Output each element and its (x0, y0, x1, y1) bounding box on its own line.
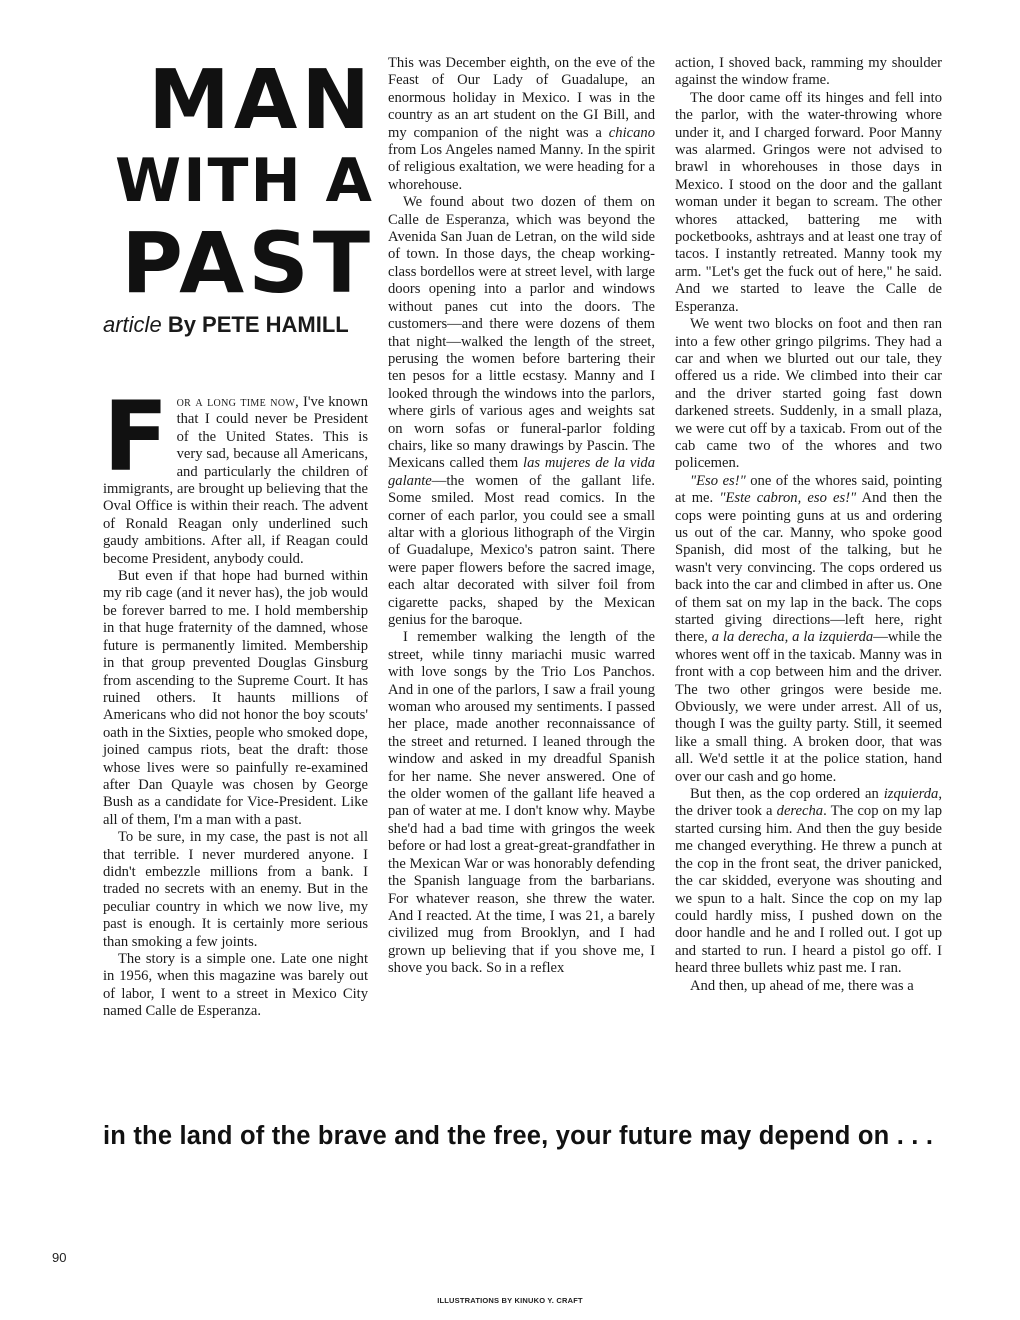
italic-quote: "Este cabron, eso es!" (719, 490, 857, 507)
page-number: 90 (52, 1250, 67, 1265)
column-1 (103, 381, 368, 1021)
lead-text: I've known that I could never be President of the United States. This is very sad, because all Americans, and particularly the children of immigrants, are brought up believing that the Oval Office is within their reach. The advent of Ronald Reagan only underlined such gaudy ambitions. After all, if Reagan could become President, anybody could. (103, 394, 368, 567)
text-run: This was December eighth, on the eve of the Feast of Our Lady of Guadalupe, an enormous holiday in Mexico. I was in the country as an art student on the GI Bill, and my companion of the night was a (388, 55, 655, 141)
paragraph (388, 194, 655, 629)
paragraph: action, I shoved back, ramming my shoulder against the window frame. (675, 55, 942, 89)
text-run: We found about two dozen of them on Calle de Esperanza, which was beyond the Avenida San Juan de Letran, on the wild side of town. In those days, the cheap working-class bordellos were at street level, with large doors opening into a parlor and windows without panes cut into the doors. The customers—and there were dozens of them that night—walked the length of the street, perusing the women before bartering their ten pesos for a little ecstasy. Manny and I looked through the windows into the parlors, where girls of various ages and weights sat on worn sofas or funeral-parlor folding chairs, like so many drawings by Pascin. The Mexicans called them (388, 194, 655, 472)
title-line-1: MAN (148, 53, 374, 148)
italic-term: derecha (776, 803, 824, 820)
paragraph: But even if that hope had burned within my rib cage (and it never has), the job would be forever barred to me. I hold membership in that huge fraternity of the damned, whose future is permanently limited. Membership in that group prevented Douglas Ginsburg from ascending to the Supreme Court. It has ruined others. It haunts millions of Americans who did not honor the boy scouts' oath in the Sixties, people who smoked dope, joined campus riots, beat the draft: those whose lives were so painfully re-examined after Dan Quayle was chosen by George Bush as a candidate for Vice-President. Like all of them, I'm a man with a past. (103, 568, 368, 828)
text-run: one of the whores said, pointing at me. (675, 472, 943, 507)
lead-in: or a long time now, (176, 394, 300, 410)
byline-kind: article (103, 312, 162, 337)
text-run: . The cop on my lap started cursing him. And then the guy beside me changed everything. He threw a punch at the cop in the front seat, the driver panicked, the car skidded, everyone was shouting and we spun to a halt. Since the cop on my lap could hardly miss, I pushed down on the door handle and he and I rolled out. I got up and started to run. I heard a pistol go off. I heard three bullets whiz past me. I ran. (675, 803, 942, 977)
paragraph (103, 381, 368, 568)
italic-quote: "Eso es!" (690, 472, 746, 489)
italic-term: izquierda (883, 786, 939, 803)
column-2 (388, 55, 655, 978)
text-run: from Los Angeles named Manny. In the spirit of religious exaltation, we were heading for a whorehouse. (388, 142, 655, 193)
paragraph (675, 786, 942, 977)
italic-term: chicano (608, 124, 655, 141)
italic-term: a la derecha, a la izquierda (711, 629, 874, 646)
article-title (98, 53, 374, 312)
paragraph: The door came off its hinges and fell into the parlor, with the water-throwing whore under it, and I charged forward. Poor Manny was alarmed. Gringos were not advised to brawl in whorehouses in those days in Mexico. I stood on the door and the gallant woman under it began to scream. The other whores attacked, battering me with pocketbooks, ashtrays and at least one tray of tacos. I instantly retreated. Manny took my arm. "Let's get the fuck out of here," he said. And we started to leave the Calle de Esperanza. (675, 89, 942, 315)
paragraph (675, 473, 942, 786)
drop-cap: F (103, 381, 169, 493)
text-run: —while the whores went off in the taxicab. Manny was in front with a cop between him and the driver. The two other gringos were beside me. Obviously, we were under arrest. All of us, though I was the guilty party. Still, it seemed like a small thing. A broken door, that was all. We'd settle it at the police station, hand over our cash and go home. (675, 629, 942, 785)
text-run: But then, as the cop ordered an (690, 786, 884, 803)
title-line-2: WITH A (115, 146, 374, 216)
illustration-credit: ILLUSTRATIONS BY KINUKO Y. CRAFT (437, 1296, 583, 1305)
tagline: in the land of the brave and the free, your future may depend on . . . (103, 1122, 934, 1150)
byline-author: By PETE HAMILL (167, 312, 349, 337)
byline (103, 312, 373, 338)
paragraph (388, 55, 655, 194)
paragraph: We went two blocks on foot and then ran into a few other gringo pilgrims. They had a car and when we blurted out our tale, they offered us a ride. We climbed into their car and the driver started going fast down darkened streets. Suddenly, in a small plaza, we were cut off by a taxicab. From out of the cab came two of the whores and two policemen. (675, 316, 942, 472)
paragraph: And then, up ahead of me, there was a (690, 977, 914, 994)
italic-term: las mujeres de la vida galante (388, 455, 655, 489)
paragraph: I remember walking the length of the street, while tinny mariachi music warred with love songs by the Trio Los Panchos. And in one of the parlors, I saw a frail young woman who aroused my sentiments. I passed her place, made another reconnaissance of the street and returned. I leaned through the window and asked in my dreadful Spanish for her name. She never answered. One of the older women of the gallant life heaved a pan of water at me. I don't know why. Maybe she'd had a bad time with gringos the week before or had lost a great-great-grandfather in the Mexican War or was honorably defending the Spanish language from the barbarians. For whatever reason, she threw the water. And I reacted. At the time, I was 21, a barely civilized mug from Brooklyn, and I had grown up believing that if you shove me, I shove you back. So in a reflex (388, 629, 655, 977)
text-run: And then the cops were pointing guns at us and ordering us out of the car. Manny, who spoke good Spanish, did most of the talking, but he wasn't very convincing. The cops ordered us back into the car and climbed in after us. One of them sat on my lap in the back. The cops started giving directions—left here, right there, (675, 490, 942, 646)
text-run: , the driver took a (675, 786, 942, 820)
text-run: —the women of the gallant life. Some smiled. Most read comics. In the corner of each parlor, you could see a small altar with a glorious lithograph of the Virgin of Guadalupe, Mexico's patron saint. There were paper flowers before the sacred image, each altar decorated with silver foil from cigarette packs, shaped by the Mexican genius for the baroque. (388, 472, 655, 628)
paragraph: To be sure, in my case, the past is not all that terrible. I never murdered anyone. I didn't embezzle millions from a bank. I traded no secrets with an enemy. But in the peculiar country in which we now live, my past is enough. It is certainly more serious than smoking a few joints. (103, 829, 368, 950)
paragraph: The story is a simple one. Late one night in 1956, when this magazine was barely out of labor, I went to a street in Mexico City named Calle de Esperanza. (103, 951, 368, 1020)
title-line-3: PAST (121, 214, 374, 312)
column-3 (675, 55, 942, 995)
